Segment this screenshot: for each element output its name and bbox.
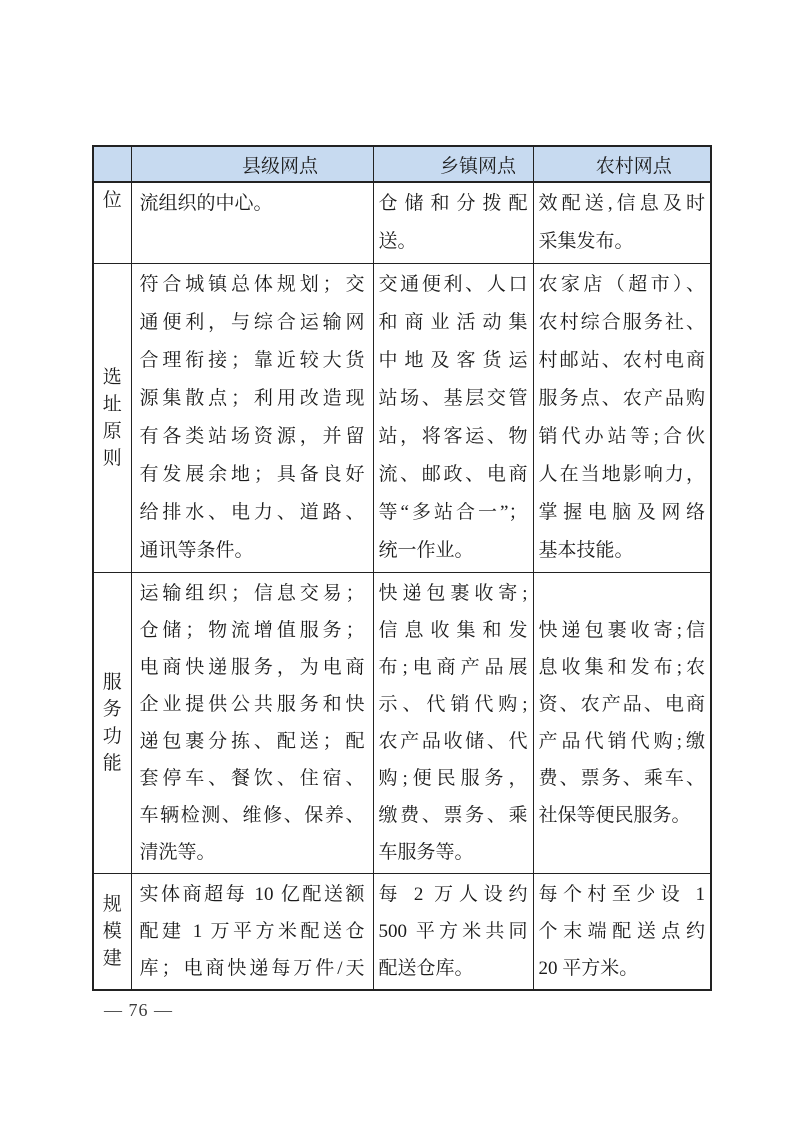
text-line: 合理衔接；靠近较大货 [139,350,365,371]
text-line: 销代办站等;合伙 [538,426,705,447]
row-label-char: 功 [102,726,122,747]
text-line: 仓储；物流增值服务； [139,620,365,641]
row-label [93,182,131,264]
table-header-row [93,146,711,182]
text-line: 购;便民服务， [378,768,528,789]
text-line: 给排水、电力、道路、 [139,502,365,523]
text-line: 有发展余地；具备良好 [139,464,365,485]
text-line: 通便利，与综合运输网 [139,312,365,333]
table-cell [533,573,711,874]
text-line: 费、票务、乘车、 [538,768,705,789]
text-line: 清洗等。 [139,842,216,863]
text-line: 效配送,信息及时 [538,193,705,214]
row-label [93,573,131,874]
text-line: 采集发布。 [538,231,634,252]
text-line: 掌握电脑及网络 [538,502,705,523]
table-cell [373,264,533,573]
text-line: 符合城镇总体规划；交 [139,274,365,295]
text-line: 企业提供公共服务和快 [139,694,365,715]
header-county-network: 县级网点 [131,146,373,182]
text-line: 运输组织；信息交易； [139,583,365,604]
text-line: 送。 [378,231,417,252]
table-cell [373,573,533,874]
text-line: 农家店（超市）、 [538,274,705,295]
table-cell [131,874,373,991]
table-cell [533,182,711,264]
row-label-char: 务 [102,699,122,720]
text-line: 套停车、餐饮、住宿、 [139,768,365,789]
table-cell [533,874,711,991]
row-label-char: 能 [102,753,122,774]
text-line: 中地及客货运 [378,350,528,371]
text-line: 500 平方米共同 [378,921,528,942]
row-label-char: 则 [102,448,122,469]
text-line: 示、代销代购; [378,694,528,715]
text-line: 车服务等。 [378,842,474,863]
text-line: 资、农产品、电商 [538,694,705,715]
row-siting-principles [93,264,711,573]
table-cell [533,264,711,573]
text-line: 实体商超每 10 亿配送额 [139,884,365,905]
text-line: 农村综合服务社、 [538,312,705,333]
row-location [93,182,711,264]
text-line: 递包裹分拣、配送；配 [139,731,365,752]
text-line: 配送仓库。 [378,958,474,979]
table-cell [131,573,373,874]
table-cell [131,182,373,264]
text-line: 交通便利、人口 [378,274,528,295]
text-line: 配建 1 万平方米配送仓 [139,921,365,942]
row-label-char: 选 [102,367,122,388]
text-line: 站，将客运、物 [378,426,528,447]
text-line: 服务点、农产品购 [538,388,705,409]
row-service-functions [93,573,711,874]
row-label-char: 服 [102,672,122,693]
text-line: 信息收集和发 [378,620,528,641]
text-line: 缴费、票务、乘 [378,805,528,826]
row-label-char: 原 [102,421,122,442]
row-label [93,264,131,573]
text-line: 仓储和分拨配 [378,193,528,214]
text-line: 个末端配送点约 [538,921,705,942]
row-label-char: 位 [102,190,122,211]
text-line: 有各类站场资源，并留 [139,426,365,447]
table-cell [373,874,533,991]
text-line: 快递包裹收寄;信 [538,620,705,641]
text-line: 农产品收储、代 [378,731,528,752]
table-cell [131,264,373,573]
text-line: 社保等便民服务。 [538,805,691,826]
text-line: 库；电商快递每万件/天 [139,958,365,979]
page-number: — 76 — [104,1000,173,1020]
row-scale-construction [93,874,711,991]
row-label-char: 模 [102,921,122,942]
row-label-char: 建 [102,948,122,969]
text-line: 流组织的中心。 [139,193,273,214]
text-line: 车辆检测、维修、保养、 [139,805,365,826]
text-line: 基本技能。 [538,540,634,561]
text-line: 流、邮政、电商 [378,464,528,485]
row-label-char: 址 [102,394,122,415]
text-line: 统一作业。 [378,540,474,561]
header-township-network: 乡镇网点 [373,146,533,182]
text-line: 每 2 万人设约 [378,884,528,905]
row-label [93,874,131,991]
text-line: 村邮站、农村电商 [538,350,705,371]
text-line: 快递包裹收寄; [378,583,528,604]
text-line: 源集散点；利用改造现 [139,388,365,409]
text-line: 布;电商产品展 [378,657,528,678]
text-line: 站场、基层交管 [378,388,528,409]
text-line: 电商快递服务，为电商 [139,657,365,678]
logistics-network-table [92,145,712,991]
row-label-char: 规 [102,894,122,915]
text-line: 人在当地影响力， [538,464,705,485]
text-line: 20 平方米。 [538,958,639,979]
header-village-network: 农村网点 [533,146,711,182]
text-line: 产品代销代购;缴 [538,731,705,752]
table-cell [373,182,533,264]
text-line: 通讯等条件。 [139,540,254,561]
text-line: 和商业活动集 [378,312,528,333]
text-line: 息收集和发布;农 [538,657,705,678]
text-line: 每个村至少设 1 [538,884,705,905]
text-line: 等“多站合一”； [378,502,528,523]
header-empty-cell [93,146,131,182]
